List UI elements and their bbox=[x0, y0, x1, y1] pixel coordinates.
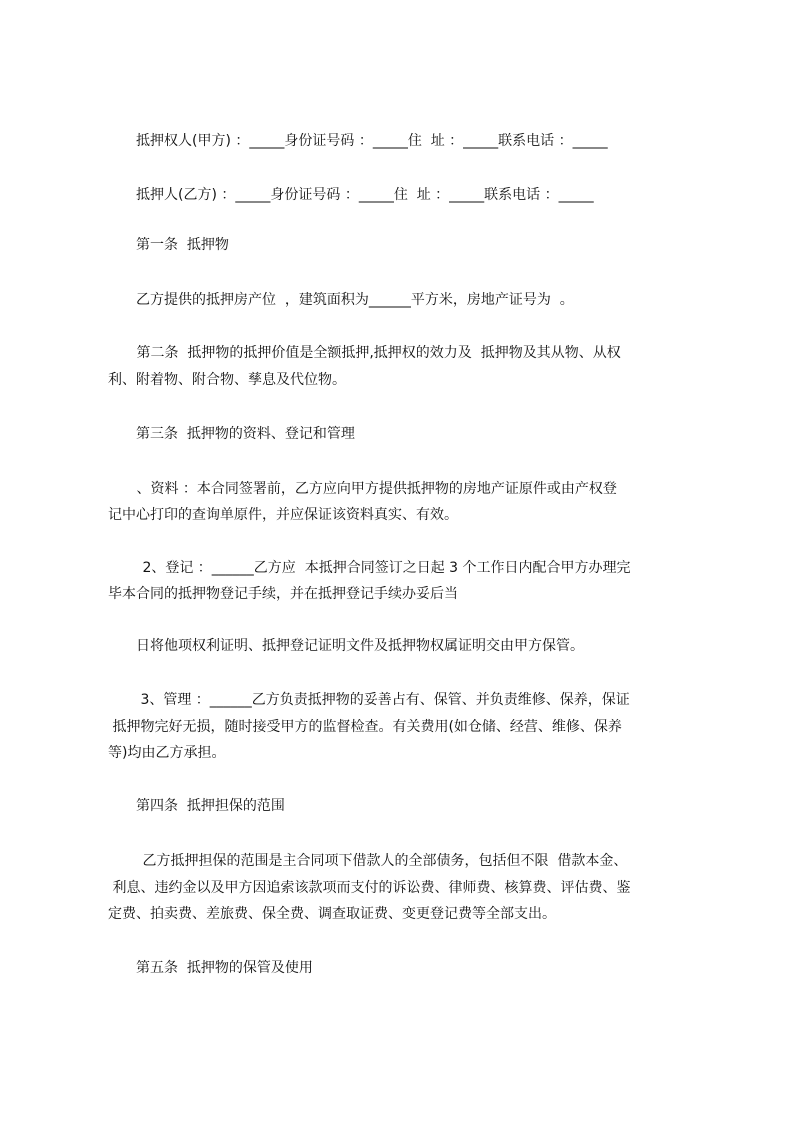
article4-line3: 定费、拍卖费、差旅费、保全费、调查取证费、变更登记费等全部支出。 bbox=[108, 906, 556, 922]
article4-line2: 利息、违约金以及甲方因追索该款项而支付的诉讼费、律师费、核算费、评估费、鉴 bbox=[108, 880, 631, 896]
article2-line2: 利、附着物、附合物、孳息及代位物。 bbox=[108, 372, 346, 388]
article4-line1: 乙方抵押担保的范围是主合同项下借款人的全部债务，包括但不限 借款本金、 bbox=[138, 853, 628, 869]
article3-item3-line1: 3、管理 ：______乙方负责抵押物的妥善占有、保管、并负责维修、保养，保证 bbox=[136, 692, 630, 708]
mortgagee-line: 抵押权人(甲方) ：_____身份证号码 ：_____住 址 ：_____联系电话 ：_____ bbox=[136, 133, 608, 149]
article5-title: 第五条 抵押物的保管及使用 bbox=[136, 960, 313, 976]
article3-item2-line3: 日将他项权利证明、抵押登记证明文件及抵押物权属证明交由甲方保管。 bbox=[136, 638, 584, 654]
article2-line1: 第二条 抵押物的抵押价值是全额抵押,抵押权的效力及 抵押物及其从物、从权 bbox=[132, 345, 621, 361]
article4-title: 第四条 抵押担保的范围 bbox=[136, 798, 285, 814]
article1-title: 第一条 抵押物 bbox=[136, 237, 229, 253]
article3-item1-line2: 记中心打印的查询单原件，并应保证该资料真实、有效。 bbox=[108, 507, 458, 523]
mortgagor-line: 抵押人(乙方) ：_____身份证号码 ：_____住 址 ：_____联系电话 ：_____ bbox=[136, 187, 594, 203]
article1-body: 乙方提供的抵押房产位 ，建筑面积为______平方米，房地产证号为 。 bbox=[136, 292, 574, 308]
article3-title: 第三条 抵押物的资料、登记和管理 bbox=[136, 426, 355, 442]
article3-item2-line1: 2、登记 ：______乙方应 本抵押合同签订之日起 3 个工作日内配合甲方办理完 bbox=[138, 560, 631, 576]
article3-item2-line2: 毕本合同的抵押物登记手续，并在抵押登记手续办妥后当 bbox=[108, 586, 458, 602]
article3-item3-line3: 等)均由乙方承担。 bbox=[108, 745, 226, 761]
article3-item3-line2: 抵押物完好无损，随时接受甲方的监督检查。有关费用(如仓储、经营、维修、保养 bbox=[108, 719, 622, 735]
article3-item1-line1: 、资料 ：本合同签署前，乙方应向甲方提供抵押物的房地产证原件或由产权登 bbox=[132, 481, 617, 497]
